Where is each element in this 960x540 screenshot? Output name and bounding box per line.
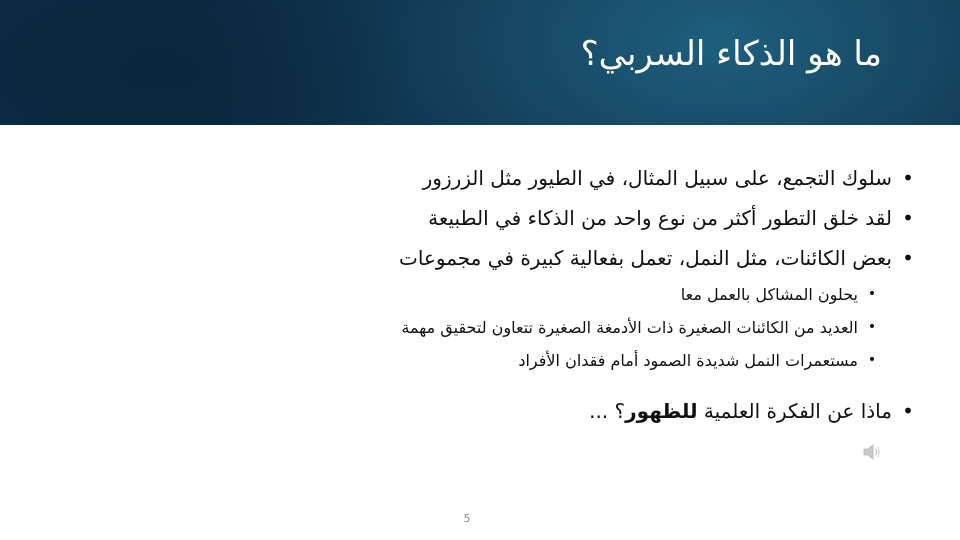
bullet-item xyxy=(294,198,914,238)
slide-title: ما هو الذكاء السربي؟ xyxy=(580,34,882,74)
sub-bullet-item xyxy=(294,344,914,377)
sub-bullet-text: مستعمرات النمل شديدة الصمود أمام فقدان الأفراد xyxy=(518,351,858,370)
sub-bullet-text: العديد من الكائنات الصغيرة ذات الأدمغة الصغيرة تتعاون لتحقيق مهمة xyxy=(401,318,858,337)
speaker-icon[interactable] xyxy=(862,442,882,462)
title-banner xyxy=(0,0,960,125)
bullet-item xyxy=(294,158,914,198)
sub-bullet-item xyxy=(294,311,914,344)
bullet-text-suffix: ؟ ... xyxy=(589,399,626,423)
page-number: 5 xyxy=(463,512,471,525)
bullet-dot: • xyxy=(902,246,914,270)
speaker-icon-graphic xyxy=(862,442,882,462)
bullet-text xyxy=(589,399,892,423)
bullet-dot: • xyxy=(867,286,877,302)
sub-bullet-item xyxy=(294,278,914,311)
bullet-dot: • xyxy=(902,166,914,190)
bullet-text: لقد خلق التطور أكثر من نوع واحد من الذكاء في الطبيعة xyxy=(428,206,892,230)
bullet-dot: • xyxy=(902,206,914,230)
bullet-item xyxy=(294,238,914,278)
bullet-dot: • xyxy=(902,399,914,423)
spacer xyxy=(294,377,914,391)
bullet-text-prefix: ماذا عن الفكرة العلمية xyxy=(697,399,892,423)
bullet-text-bold: للظهور xyxy=(625,399,698,423)
bullet-dot: • xyxy=(867,319,877,335)
bullet-item xyxy=(294,391,914,431)
bullet-dot: • xyxy=(867,352,877,368)
slide-body xyxy=(294,158,914,431)
sub-bullet-text: يحلون المشاكل بالعمل معا xyxy=(680,285,858,304)
bullet-text: بعض الكائنات، مثل النمل، تعمل بفعالية كبيرة في مجموعات xyxy=(399,246,892,270)
bullet-text: سلوك التجمع، على سبيل المثال، في الطيور مثل الزرزور xyxy=(422,166,892,190)
